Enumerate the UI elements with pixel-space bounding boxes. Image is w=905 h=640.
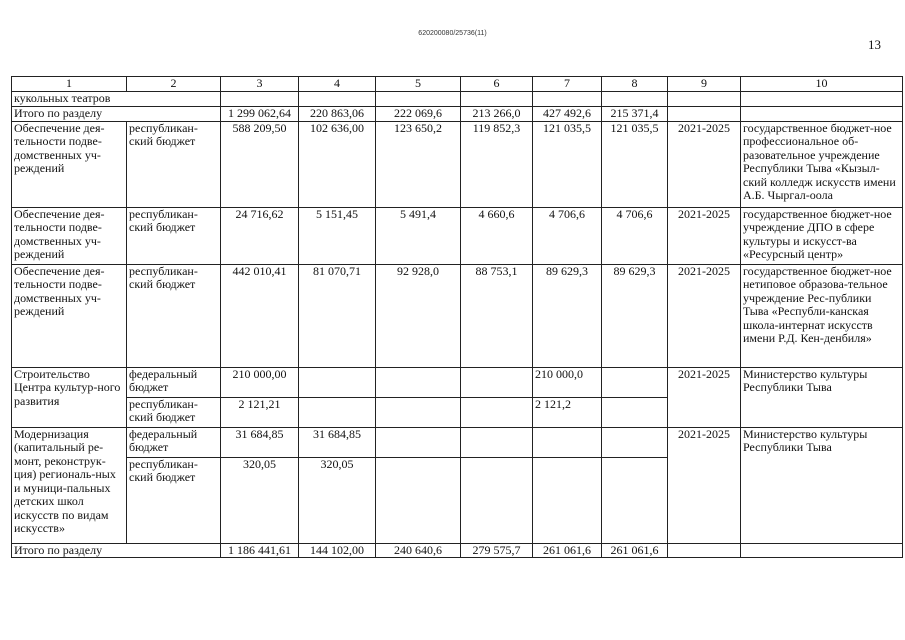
cell-2024: 427 492,6 — [533, 106, 602, 121]
cell-2022: 222 069,6 — [376, 106, 461, 121]
cell-total: 1 299 062,64 — [221, 106, 299, 121]
cell-2023: 4 660,6 — [461, 207, 533, 264]
cell-2024: 261 061,6 — [533, 543, 602, 558]
cell-total: 1 186 441,61 — [221, 543, 299, 558]
period: 2021-2025 — [668, 427, 741, 543]
cell-2024: 121 035,5 — [533, 121, 602, 207]
col-number: 2 — [127, 77, 221, 92]
table-row-section-total — [12, 106, 903, 121]
activity-name: Строительство Центра культур-ного развития — [12, 367, 127, 427]
cell-total: 31 684,85 — [221, 427, 299, 457]
table-row-kyzyl-college — [12, 121, 903, 207]
col-number: 1 — [12, 77, 127, 92]
activity-name: Модернизация (капитальный ре-монт, реконструк-ция) региональ-ных и муници-пальных детских школ искусств по видам искусств» — [12, 427, 127, 543]
cell-2023: 119 852,3 — [461, 121, 533, 207]
cell-2021: 220 863,06 — [299, 106, 376, 121]
total-label: Итого по разделу — [12, 543, 221, 558]
cell-2025: 89 629,3 — [602, 264, 668, 367]
activity-name: Обеспечение дея-тельности подве-домственных уч-реждений — [12, 207, 127, 264]
column-number-row — [12, 77, 903, 92]
funding-source: федеральный бюджет — [127, 367, 221, 397]
table-row-construction-federal — [12, 367, 903, 397]
total-label: Итого по разделу — [12, 106, 221, 121]
cell-2021: 144 102,00 — [299, 543, 376, 558]
cell-total: 2 121,21 — [221, 397, 299, 427]
funding-source: республикан-ский бюджет — [127, 121, 221, 207]
cell-2022: 240 640,6 — [376, 543, 461, 558]
cell-2022: 123 650,2 — [376, 121, 461, 207]
col-number: 4 — [299, 77, 376, 92]
funding-source: республикан-ский бюджет — [127, 457, 221, 543]
cell-total: 442 010,41 — [221, 264, 299, 367]
table-row-section-total — [12, 543, 903, 558]
cell-2025: 261 061,6 — [602, 543, 668, 558]
cell-total: 24 716,62 — [221, 207, 299, 264]
program-table — [11, 76, 903, 558]
cell-2021: 102 636,00 — [299, 121, 376, 207]
cell-total: 210 000,00 — [221, 367, 299, 397]
cell-2023: 279 575,7 — [461, 543, 533, 558]
page-number: 13 — [868, 37, 881, 52]
document-code: 620200080/25736(11) — [418, 30, 487, 37]
col-number: 9 — [668, 77, 741, 92]
table-row-modernization-federal — [12, 427, 903, 457]
cell-2022: 92 928,0 — [376, 264, 461, 367]
cell-2021: 320,05 — [299, 457, 376, 543]
period: 2021-2025 — [668, 367, 741, 427]
cell-2024: 89 629,3 — [533, 264, 602, 367]
cell-2023: 88 753,1 — [461, 264, 533, 367]
cell-total: 588 209,50 — [221, 121, 299, 207]
col-number: 7 — [533, 77, 602, 92]
executor: государственное бюджет-ное учреждение ДПО в сфере культуры и искусст-ва «Ресурсный центр» — [741, 207, 903, 264]
executor: Министерство культуры Республики Тыва — [741, 427, 903, 543]
executor: Министерство культуры Республики Тыва — [741, 367, 903, 427]
cell-2021: 5 151,45 — [299, 207, 376, 264]
col-number: 5 — [376, 77, 461, 92]
cell-2022: 5 491,4 — [376, 207, 461, 264]
col-number: 6 — [461, 77, 533, 92]
row-label: кукольных театров — [12, 92, 221, 107]
cell-2025: 121 035,5 — [602, 121, 668, 207]
cell-2024: 2 121,2 — [533, 397, 602, 427]
col-number: 3 — [221, 77, 299, 92]
table-row-resource-center — [12, 207, 903, 264]
cell-2025: 4 706,6 — [602, 207, 668, 264]
activity-name: Обеспечение дея-тельности подве-домственных уч-реждений — [12, 264, 127, 367]
col-number: 8 — [602, 77, 668, 92]
activity-name: Обеспечение дея-тельности подве-домственных уч-реждений — [12, 121, 127, 207]
period: 2021-2025 — [668, 264, 741, 367]
cell-2021: 31 684,85 — [299, 427, 376, 457]
period: 2021-2025 — [668, 121, 741, 207]
funding-source: республикан-ский бюджет — [127, 397, 221, 427]
cell-2024: 210 000,0 — [533, 367, 602, 397]
executor: государственное бюджет-ное профессиональное об-разовательное учреждение Республики Тыва «Кызыл-ский колледж искусств имени А.Б. Чыргал-оола — [741, 121, 903, 207]
table-row-puppet-fragment — [12, 92, 903, 107]
executor: государственное бюджет-ное нетиповое образова-тельное учреждение Рес-публики Тыва «Республи-канская школа-интернат искусств имени Р.Д. Кен-денбиля» — [741, 264, 903, 367]
funding-source: федеральный бюджет — [127, 427, 221, 457]
table-row-art-boarding-school — [12, 264, 903, 367]
col-number: 10 — [741, 77, 903, 92]
cell-2024: 4 706,6 — [533, 207, 602, 264]
cell-2023: 213 266,0 — [461, 106, 533, 121]
funding-source: республикан-ский бюджет — [127, 264, 221, 367]
period: 2021-2025 — [668, 207, 741, 264]
cell-2021: 81 070,71 — [299, 264, 376, 367]
cell-total: 320,05 — [221, 457, 299, 543]
funding-source: республикан-ский бюджет — [127, 207, 221, 264]
cell-2025: 215 371,4 — [602, 106, 668, 121]
